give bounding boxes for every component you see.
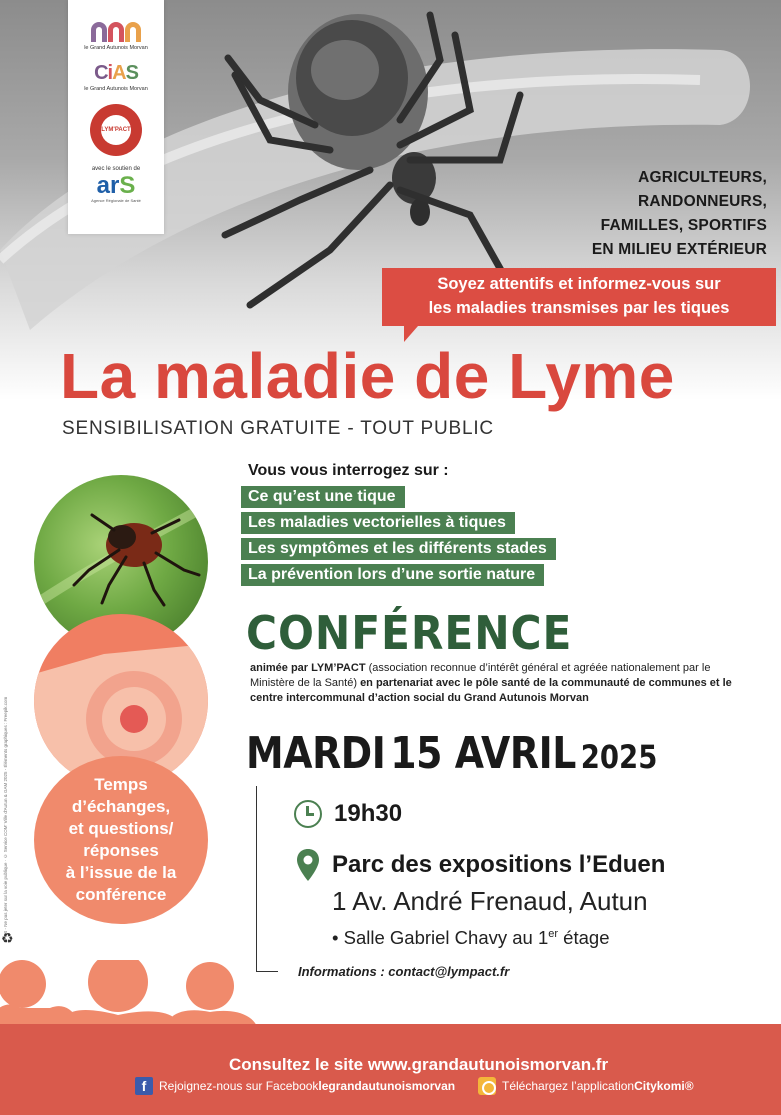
ars-caption: Agence Régionale de Santé xyxy=(91,198,141,203)
contact-info: Informations : contact@lympact.fr xyxy=(298,964,510,979)
qa-info-circle: Temps d’échanges, et questions/ réponses à l’issue de la conférence xyxy=(34,756,208,924)
subtitle: SENSIBILISATION GRATUITE - TOUT PUBLIC xyxy=(62,418,494,439)
recycle-icon: ♻ xyxy=(1,930,14,946)
list-item: Ce qu’est une tique xyxy=(241,486,405,508)
venue-address: 1 Av. André Frenaud, Autun xyxy=(332,886,648,916)
venue-room: • Salle Gabriel Chavy au 1er étage xyxy=(332,927,610,948)
list-item: Les maladies vectorielles à tiques xyxy=(241,512,515,534)
logo-caption: le Grand Autunois Morvan xyxy=(84,86,148,92)
event-date: MARDI 15 AVRIL 2025 xyxy=(246,728,658,779)
facebook-icon: f xyxy=(135,1077,153,1095)
page-title: La maladie de Lyme xyxy=(60,340,675,412)
ars-logo: arS xyxy=(96,172,136,199)
citykomi-link[interactable]: Téléchargez l’application Citykomi® xyxy=(478,1077,694,1095)
facebook-link[interactable]: f Rejoignez-nous sur Facebook legrandautunoismorvan xyxy=(135,1077,455,1095)
conference-title: CONFÉRENCE xyxy=(246,606,573,660)
lympact-logo: LYM'PACT xyxy=(90,104,142,156)
list-item: Les symptômes et les différents stades xyxy=(241,538,556,560)
support-label: avec le soutien de xyxy=(91,166,141,172)
partner-logos xyxy=(68,0,164,234)
footer xyxy=(0,1024,781,1115)
website-link[interactable]: Consultez le site www.grandautunoismorvan.fr xyxy=(229,1055,609,1074)
location-pin-icon xyxy=(296,848,320,882)
citykomi-icon xyxy=(478,1077,496,1095)
print-credit: PNS - Ne pas jeter sur la voie publique · © Service COM' Ville d'Autun & GAM 2025 - Éléments graphiques : Freepik.com xyxy=(3,696,8,940)
questions-list xyxy=(241,486,556,590)
list-item: La prévention lors d’une sortie nature xyxy=(241,564,544,586)
audience-list: AGRICULTEURS, RANDONNEURS, FAMILLES, SPORTIFS EN MILIEU EXTÉRIEUR xyxy=(591,169,767,258)
clock-icon xyxy=(294,800,322,828)
cias-logo: CiAS xyxy=(94,62,138,84)
audience-silhouettes xyxy=(0,960,300,1030)
grand-autunois-morvan-logo xyxy=(91,22,141,42)
event-time: 19h30 xyxy=(334,800,403,827)
warning-callout: Soyez attentifs et informez-vous sur les maladies transmises par les tiques xyxy=(382,268,776,326)
conference-description: animée par LYM’PACT (association reconnue d’intérêt général et agréée nationalement par le Ministère de la Santé) en partenariat avec le pôle santé de la communauté de communes et le centre intercommunal d’action social du Grand Autunois Morvan xyxy=(250,662,732,704)
logo-caption: le Grand Autunois Morvan xyxy=(84,45,148,51)
details-bracket xyxy=(256,786,278,972)
venue-name: Parc des expositions l’Eduen xyxy=(332,851,666,878)
questions-heading: Vous vous interrogez sur : xyxy=(248,462,449,479)
